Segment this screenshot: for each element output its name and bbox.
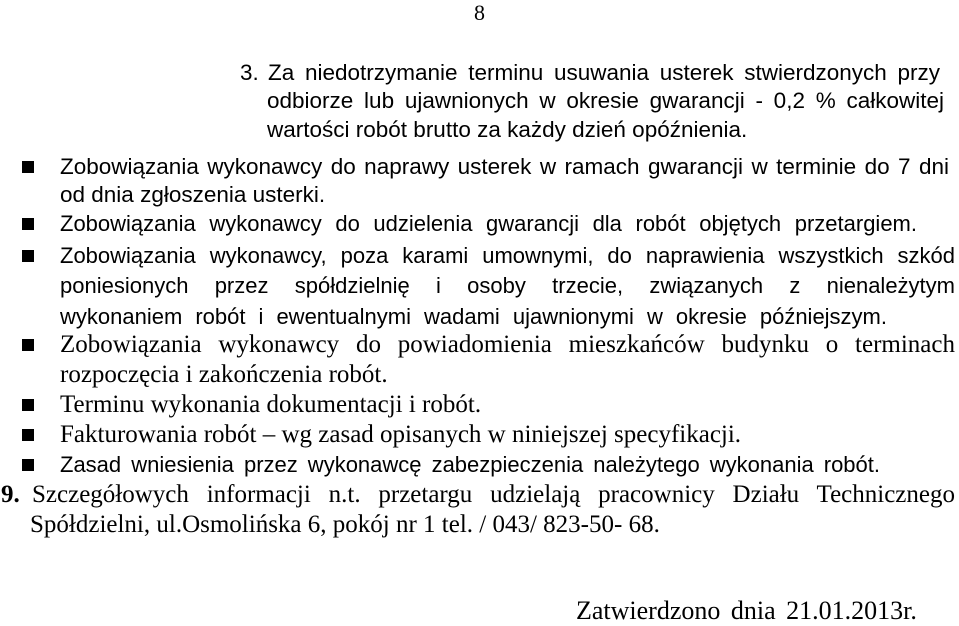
bullet-7-line-1: Zasad wniesienia przez wykonawcę zabezpieczenia należytego wykonania robót. bbox=[60, 452, 880, 477]
item-3-line-2: odbiorze lub ujawnionych w okresie gwarancji - 0,2 % całkowitej bbox=[267, 88, 944, 113]
bullet-1-line-1: Zobowiązania wykonawcy do naprawy usterek w ramach gwarancji w terminie do 7 dni bbox=[60, 154, 949, 179]
bullet-2-line-1: Zobowiązania wykonawcy do udzielenia gwarancji dla robót objętych przetargiem. bbox=[60, 211, 917, 236]
bullet-6-line-1: Fakturowania robót – wg zasad opisanych w niniejszej specyfikacji. bbox=[60, 421, 742, 448]
bullet-1-line-2: od dnia zgłoszenia usterki. bbox=[60, 182, 326, 207]
item-9-line-2: Spółdzielni, ul.Osmolińska 6, pokój nr 1 tel. / 043/ 823-50- 68. bbox=[30, 511, 660, 538]
bullet-3-line-3: wykonaniem robót i ewentualnymi wadami ujawnionymi w okresie późniejszym. bbox=[60, 304, 887, 329]
list-bullet-icon bbox=[22, 250, 34, 262]
bullet-5-line-1: Terminu wykonania dokumentacji i robót. bbox=[60, 391, 482, 418]
item-3-line-3: wartości robót brutto za każdy dzień opóźnienia. bbox=[267, 117, 748, 142]
list-bullet-icon bbox=[22, 459, 34, 471]
item-9-number: 9. bbox=[1, 481, 20, 508]
bullet-4-line-2: rozpoczęcia i zakończenia robót. bbox=[60, 361, 388, 388]
list-bullet-icon bbox=[22, 218, 34, 230]
list-bullet-icon bbox=[22, 429, 34, 441]
bullet-3-line-2: poniesionych przez spółdzielnię i osoby trzecie, związanych z nienależytym bbox=[60, 273, 955, 298]
item-9-line-1: Szczegółowych informacji n.t. przetargu udzielają pracownicy Działu Technicznego bbox=[32, 481, 955, 508]
bullet-3-line-1: Zobowiązania wykonawcy, poza karami umownymi, do naprawienia wszystkich szkód bbox=[60, 243, 955, 268]
page-number: 8 bbox=[474, 0, 485, 25]
item-3-number: 3. bbox=[240, 60, 259, 85]
approval-date: Zatwierdzono dnia 21.01.2013r. bbox=[576, 596, 917, 625]
list-bullet-icon bbox=[22, 399, 34, 411]
item-3-line-1: Za niedotrzymanie terminu usuwania usterek stwierdzonych przy bbox=[268, 60, 940, 85]
list-bullet-icon bbox=[22, 339, 34, 351]
bullet-4-line-1: Zobowiązania wykonawcy do powiadomienia mieszkańców budynku o terminach bbox=[60, 331, 955, 358]
list-bullet-icon bbox=[22, 161, 34, 173]
